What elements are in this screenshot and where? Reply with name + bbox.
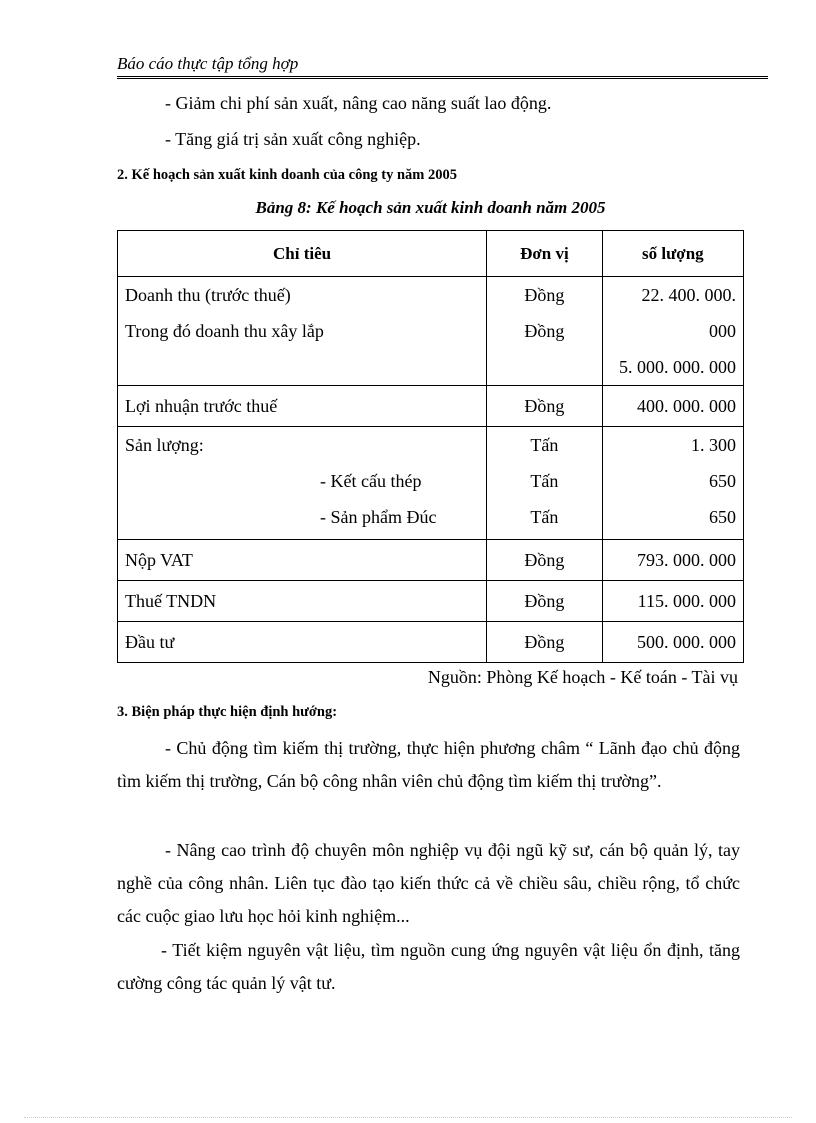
table-header-row <box>118 231 744 277</box>
paragraph-skills-training: - Nâng cao trình độ chuyên môn nghiệp vụ đội ngũ kỹ sư, cán bộ quản lý, tay nghề của công nhân. Liên tục đào tạo kiến thức cả về chiều sâu, chiều rộng, tổ chức các cuộc giao lưu học hỏi kinh nghiệm... <box>117 840 740 926</box>
revenue-unit: Đồng <box>524 285 565 305</box>
cast-product-unit: Tấn <box>530 507 559 527</box>
investment-value: 500. 000. 000 <box>637 632 736 652</box>
construction-revenue-label: Trong đó doanh thu xây lắp <box>125 321 324 341</box>
page-bottom-divider <box>24 1117 792 1118</box>
revenue-value-line1: 22. 400. 000. <box>641 285 736 305</box>
profit-unit: Đồng <box>524 396 565 416</box>
cit-value: 115. 000. 000 <box>637 591 736 611</box>
table-row-vat <box>118 540 744 581</box>
cast-product-label: - Sản phẩm Đúc <box>320 507 437 527</box>
investment-unit: Đồng <box>524 632 565 652</box>
output-label: Sản lượng: <box>125 435 204 455</box>
table-row-investment <box>118 622 744 663</box>
steel-structure-value: 650 <box>709 471 736 491</box>
header-quantity: số lượng <box>602 231 743 277</box>
table-caption: Bảng 8: Kế hoạch sản xuất kinh doanh năm 2005 <box>255 198 606 217</box>
output-unit: Tấn <box>530 435 559 455</box>
cit-unit: Đồng <box>524 591 565 611</box>
profit-value: 400. 000. 000 <box>637 396 736 416</box>
revenue-label: Doanh thu (trước thuế) <box>125 285 291 305</box>
vat-unit: Đồng <box>524 550 565 570</box>
table-source: Nguồn: Phòng Kế hoạch - Kế toán - Tài vụ <box>427 667 738 687</box>
page-header <box>117 52 768 79</box>
vat-label: Nộp VAT <box>125 550 193 570</box>
section-2-heading: 2. Kế hoạch sản xuất kinh doanh của công ty năm 2005 <box>117 167 458 183</box>
section-3-heading: 3. Biện pháp thực hiện định hướng: <box>117 704 338 720</box>
revenue-value-line2: 000 <box>709 321 736 341</box>
steel-structure-label: - Kết cấu thép <box>320 471 422 491</box>
table-row-profit <box>118 386 744 427</box>
output-value: 1. 300 <box>691 435 736 455</box>
construction-revenue-unit: Đồng <box>524 321 565 341</box>
paragraph-material-saving: - Tiết kiệm nguyên vật liệu, tìm nguồn cung ứng nguyên vật liệu ổn định, tăng cường công tác quản lý vật tư. <box>117 940 740 993</box>
investment-label: Đầu tư <box>125 632 175 652</box>
table-row-output <box>118 427 744 540</box>
profit-label: Lợi nhuận trước thuế <box>125 396 278 416</box>
header-title: Báo cáo thực tập tổng hợp <box>117 54 299 73</box>
cast-product-value: 650 <box>709 507 736 527</box>
table-row-revenue <box>118 277 744 386</box>
cit-label: Thuế TNDN <box>125 591 217 611</box>
header-unit: Đơn vị <box>487 231 603 277</box>
plan-table <box>117 230 744 663</box>
bullet-reduce-costs: - Giảm chi phí sản xuất, nâng cao năng suất lao động. <box>165 93 552 113</box>
header-indicator: Chỉ tiêu <box>118 231 487 277</box>
steel-structure-unit: Tấn <box>530 471 559 491</box>
construction-revenue-value: 5. 000. 000. 000 <box>619 357 736 377</box>
bullet-increase-output: - Tăng giá trị sản xuất công nghiệp. <box>165 129 421 149</box>
table-row-cit <box>118 581 744 622</box>
paragraph-market-search: - Chủ động tìm kiếm thị trường, thực hiện phương châm “ Lãnh đạo chủ động tìm kiếm thị trường, Cán bộ công nhân viên chủ động tìm kiếm thị trường”. <box>117 738 740 791</box>
vat-value: 793. 000. 000 <box>637 550 736 570</box>
